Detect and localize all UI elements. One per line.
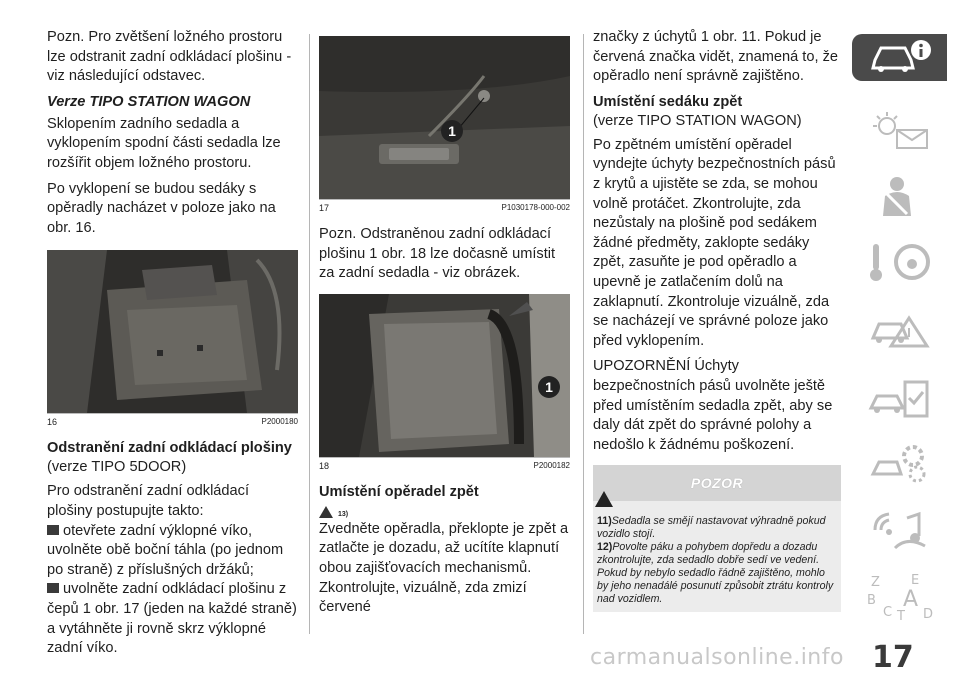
backrest-heading: Umístění opěradel zpět (319, 483, 479, 500)
figure-18-code: P2000182 (533, 460, 570, 470)
figure-16-caption (47, 413, 298, 427)
bullet-item-2 (47, 580, 298, 658)
tab-dashboard-lights[interactable] (852, 104, 947, 151)
folded-seats-illustration (47, 250, 298, 413)
removal-heading: Odstranění zadní odkládací plošiny (47, 440, 292, 457)
tab-car-info[interactable] (852, 34, 947, 81)
pozor-item-2 (597, 541, 835, 606)
pozor-item-1-num: 11) (597, 515, 612, 528)
removal-subheading: (verze TIPO 5DOOR) (47, 459, 187, 476)
tab-multimedia[interactable] (852, 504, 947, 551)
index-letter-t: T (897, 609, 905, 622)
bullet-icon (47, 583, 59, 593)
bullet-icon (47, 525, 59, 535)
backrest-paragraph: Zvedněte opěradla, překlopte je zpět a zatlačte je dozadu, až ucítíte klapnutí obou zajišťovacích mechanismů. Zkontrolujte, vizuálně, zda zmizí červené (319, 520, 569, 616)
figure-17-caption (319, 199, 570, 213)
figure-16-code: P2000180 (261, 417, 298, 427)
tab-safety[interactable] (852, 170, 947, 217)
figure-17-code: P1030178-000-002 (501, 203, 570, 212)
intro-note: Pozn. Pro zvětšení ložného prostoru lze odstranit zadní odkládací plošinu - viz následující odstavec. (47, 29, 292, 85)
pozor-item-1 (597, 515, 835, 541)
parcel-shelf-pin-illustration (319, 36, 570, 199)
note-reference (319, 506, 570, 518)
column-middle (319, 36, 570, 624)
seatbelt-person-icon (867, 174, 937, 218)
maintenance-gears-icon (867, 442, 937, 486)
seat-heading: Umístění sedáku zpět (593, 93, 743, 110)
column-divider-1 (309, 34, 310, 634)
notice-paragraph: UPOZORNĚNÍ Úchyty bezpečnostních pásů uvolněte ještě před umístěním sedadla zpět, aby se daly dát zpět do správné polohy a nedošlo k žádnému poškození. (593, 358, 833, 453)
pozor-item-2-num: 12) (597, 541, 613, 554)
dashboard-lights-icon (867, 108, 937, 152)
index-letter-d: D (923, 607, 934, 622)
pozor-item-1-text: Sedadla se smějí nastavovat výhradně pokud vozidlo stojí. (597, 515, 826, 541)
index-letter-a: A (903, 587, 919, 612)
station-wagon-heading: Verze TIPO STATION WAGON (47, 93, 251, 110)
figure-17-image (319, 36, 570, 199)
index-letter-c: C (883, 605, 893, 620)
bullet-2-text: uvolněte zadní odkládací plošinu z čepů 1 obr. 17 (jeden na každé straně) a vytáhněte ji rovně skrz výklopné zadní víko. (47, 581, 297, 657)
bullet-item-1 (47, 522, 298, 581)
figure-16-number: 16 (47, 417, 58, 428)
tab-emergency[interactable] (852, 304, 947, 351)
station-wagon-paragraph-2: Po vyklopení se budou sedáky s opěradly nacházet v poloze jako na obr. 16. (47, 180, 276, 236)
figure-18-caption (319, 457, 570, 471)
tab-technical-data[interactable] (852, 438, 947, 485)
pozor-title: POZOR (690, 475, 744, 492)
steering-key-icon (867, 240, 937, 284)
figure-18-image (319, 294, 570, 457)
pozor-item-2-text: Povolte páku a pohybem dopředu a dozadu zkontrolujte, zda sedadlo dobře sedí ve vedení. Pokud by nebylo sedadlo řádně zajištěno, mohlo by jeho nenadálé posunutí způsobit ztrátu kontroly nad vozidlem. (597, 541, 834, 606)
car-info-icon (867, 38, 937, 78)
figure-16-image (47, 250, 298, 413)
index-letter-e: E (911, 573, 920, 588)
figure-17-callout-1: 1 (441, 120, 463, 142)
page-number: 17 (872, 640, 914, 675)
red-mark-paragraph: značky z úchytů 1 obr. 11. Pokud je červená značka vidět, znamená to, že opěradlo není správně zajištěno. (593, 29, 838, 85)
tab-maintenance-check[interactable] (852, 374, 947, 421)
watermark: carmanualsonline.info (590, 645, 844, 670)
pozor-box (593, 501, 841, 612)
tab-driving[interactable] (852, 236, 947, 283)
bullet-1-text: otevřete zadní výklopné víko, uvolněte obě boční táhla (po jednom po straně) z příslušných držáků; (47, 522, 284, 578)
station-wagon-paragraph-1: Sklopením zadního sedadla a vyklopením spodní části sedadla lze rozšířit objem ložného prostoru. (47, 115, 281, 171)
index-letter-z: Z (871, 575, 880, 590)
index-letter-b: B (867, 593, 876, 608)
figure-18-number: 18 (319, 460, 330, 471)
seat-paragraph: Po zpětném umístění opěradel vyndejte úchyty bezpečnostních pásů z krytů a ujistěte se zda, se mohou volně protáčet. Zkontrolujte, zda nezůstaly na plošině pod sedákem žádné předměty, zaklopte sedáky zpět, zasuňte je pod opěradlo a upevně je zatlačením dolů na zaklapnutí. Zkontroluje vizuálně, zda se nacházejí ve správné poloze jako před vyklopením. (593, 136, 836, 349)
shelf-behind-seats-illustration (319, 294, 570, 457)
multimedia-icon (867, 508, 937, 552)
car-crash-icon (867, 308, 937, 352)
alphabet-index-icon (867, 572, 937, 622)
figure-18-callout-1: 1 (538, 376, 560, 398)
figure-17-number: 17 (319, 203, 330, 213)
warning-triangle-icon (595, 491, 613, 507)
car-checklist-icon (867, 378, 937, 422)
column-left (47, 28, 298, 659)
note-reference-number: 13) (337, 510, 349, 518)
removal-paragraph: Pro odstranění zadní odkládací plošiny postupujte takto: (47, 483, 250, 519)
tab-index[interactable] (852, 568, 947, 622)
pozor-header (593, 465, 841, 501)
seat-subheading: (verze TIPO STATION WAGON) (593, 112, 802, 129)
column-right (593, 28, 841, 612)
shelf-storage-note: Pozn. Odstraněnou zadní odkládací plošinu 1 obr. 18 lze dočasně umístit za zadní sedadla - viz obrázek. (319, 226, 556, 282)
column-divider-2 (583, 34, 584, 634)
warning-triangle-icon (319, 506, 333, 518)
